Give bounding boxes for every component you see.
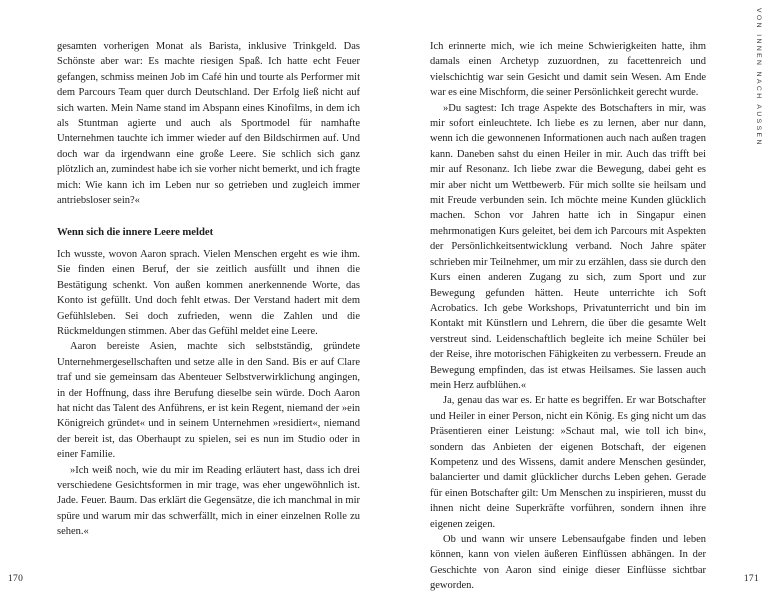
right-paragraph-4: Ob und wann wir unsere Lebensaufgabe finden und leben können, kann von vielen äußeren Einflüssen abhängen. In der Geschichte von Aaron sind einige dieser Einflüsse sichtbar geworden. <box>430 534 706 592</box>
section-heading: Wenn sich die innere Leere meldet <box>57 226 214 239</box>
right-page-text-block <box>430 39 706 594</box>
left-paragraph-3: Aaron bereiste Asien, machte sich selbstständig, gründete Unternehmergesellschaften und setze alle in den Sand. Bis er auf Clare traf und sie gemeinsam das Abenteuer Selbstverwirklichung angingen, in der Hoffnung, dass ihre Berufung dieselbe sein würde. Doch Aaron hat nicht das Talent des Anführens, er ist kein Regent, niemand der »ein Königreich gründet« und in seinem Unternehmen »residiert«, niemand der bereit ist, das Oberhaupt zu spielen, sei es nun im Studio oder in einer Familie. <box>57 341 360 461</box>
left-paragraph-2: Ich wusste, wovon Aaron sprach. Vielen Menschen ergeht es wie ihm. Sie finden einen Beruf, der sie zeitlich ausfüllt und ihnen die Bestätigung schenkt. Von außen kommen anerkennende Worte, das Konto ist gefüllt. Und doch fehlt etwas. Der Verstand hadert mit dem Gefühlsleben. Sei doch zufrieden, wenn die Zahlen und die Rückmeldungen stimmen. Aber das Gefühl meldet eine Leere. <box>57 248 360 337</box>
left-paragraph-1: gesamten vorherigen Monat als Barista, inklusive Trinkgeld. Das Schönste aber war: Es machte riesigen Spaß. Ich hatte echt Feuer gefangen, schmiss meinen Job im Café hin und tourte als Performer mit dem Parcours Team quer durch Deutschland. Der Erfolg ließ nicht auf sich warten. Mein Name stand im Abspann eines Kinofilms, in dem ich als Stuntman agierte und auch als Sportmodel für namhafte Unternehmen tauchte ich immer wieder auf den Bildschirmen auf. Und doch war da irgendwann eine große Leere. Sie schlich sich ganz plötzlich an, zumindest habe ich sie vorher nicht bemerkt, und ich fragte mich: Wie kann ich im Leben nur so getrieben und zugleich immer antriebsloser sein?« <box>57 41 360 207</box>
right-paragraph-2: »Du sagtest: Ich trage Aspekte des Botschafters in mir, was mir sofort einleuchtete. Ich liebe es zu lernen, aber nur dann, wenn ich die gewonnenen Informationen auch nach außen tragen kann. Daneben sahst du einen Heiler in mir. Auch das trifft bei mir auf Resonanz. Ich liebe zwar die Bewegung, dabei geht es mir aber nicht um Wettbewerb. Für mich sollte sie heilsam und mit Freude verbunden sein. Ich möchte meine Kunden glücklich machen. Schon vor Jahren hatte ich in Singapur einen mehrmonatigen Kurs geleitet, bei dem ich Parcours mit Aspekten der Persönlichkeitsentwicklung verband. Noch Jahre später schrieben mir Teilnehmer, um mir zu erzählen, dass sie durch den Kurs einen anderen Zugang zu sich, zum Sport und zur Bewegung gefunden hätten. Heute unterrichte ich Soft Acrobatics. Ich gebe Workshops, Privatunterricht und bin im Kontakt mit Künstlern und Lehrern, die über die gesamte Welt verstreut sind. Leidenschaftlich begleite ich meine Schüler bei der Reise, ihre motorischen Fähigkeiten zu verbessern. Freude an Bewegung empfinden, das ist etwas Heilsames. Sie lassen auch mein Herz aufblühen.« <box>430 102 706 391</box>
page-number-left: 170 <box>8 574 24 584</box>
page-number-right: 171 <box>743 574 759 584</box>
right-paragraph-3: Ja, genau das war es. Er hatte es begriffen. Er war Botschafter und Heiler in einer Person, nicht ein König. Es ging nicht um das Präsentieren einer Leistung: »Schaut mal, wie toll ich bin«, sondern das Anbieten der eigenen Botschaft, der eigenen Kompetenz und des Wissens, damit andere Menschen gesünder, balancierter und damit glücklicher durchs Leben gehen. Gerade für einen Botschafter gilt: Um Menschen zu inspirieren, musst du ihnen nicht deine Superkräfte vorführen, sondern ihnen ihre eigenen zeigen. <box>430 395 706 530</box>
left-page-text-block <box>57 39 360 540</box>
left-paragraph-4: »Ich weiß noch, wie du mir im Reading erläutert hast, dass ich drei verschiedene Gesichtsformen in mir trage, was eher ungewöhnlich ist. Jade. Feuer. Baum. Das erklärt die Gegensätze, die ich manchmal in mir spüre und warum mir das schwerfällt, mich in einer einzelnen Rolle zu sehen.« <box>57 464 360 538</box>
running-head: VON INNEN NACH AUSSEN <box>755 8 762 147</box>
right-paragraph-1: Ich erinnerte mich, wie ich meine Schwierigkeiten hatte, ihm damals einen Archetyp zuzuordnen, zu facettenreich und vielschichtig war sein Gesicht und damit sein Wesen. Am Ende war es eine Mischform, die seiner Persönlichkeit gerecht wurde. <box>430 41 706 99</box>
